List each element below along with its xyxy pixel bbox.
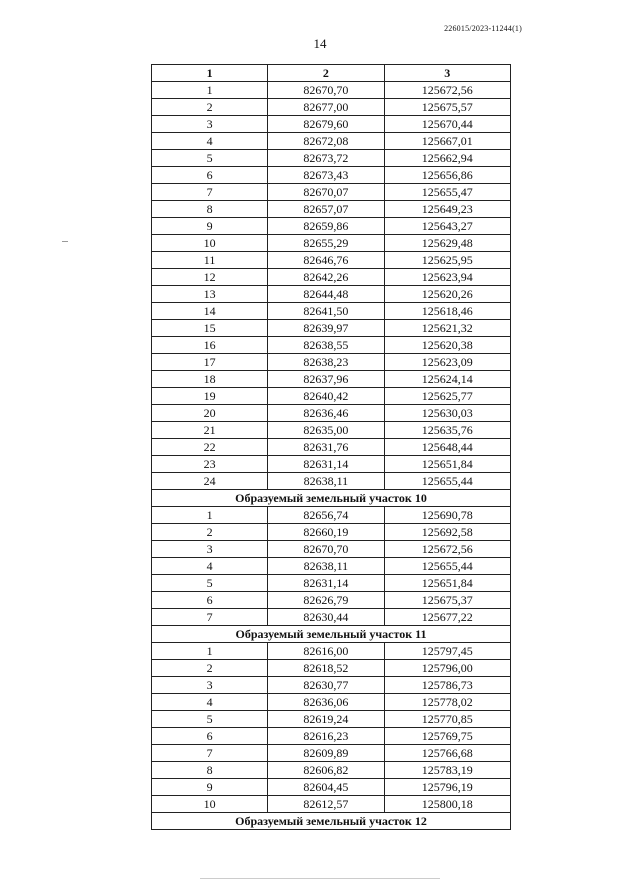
column-header: 1	[152, 65, 268, 82]
point-number: 10	[152, 235, 268, 252]
coord-x: 82646,76	[268, 252, 384, 269]
table-row	[152, 779, 511, 796]
point-number: 20	[152, 405, 268, 422]
coord-y: 125630,03	[384, 405, 510, 422]
column-header: 3	[384, 65, 510, 82]
coord-y: 125625,95	[384, 252, 510, 269]
point-number: 9	[152, 218, 268, 235]
table-row	[152, 456, 511, 473]
coord-y: 125651,84	[384, 575, 510, 592]
point-number: 18	[152, 371, 268, 388]
coord-y: 125672,56	[384, 541, 510, 558]
coord-y: 125677,22	[384, 609, 510, 626]
coord-y: 125656,86	[384, 167, 510, 184]
coord-x: 82670,07	[268, 184, 384, 201]
point-number: 1	[152, 507, 268, 524]
table-row	[152, 405, 511, 422]
coord-x: 82631,14	[268, 456, 384, 473]
table-row	[152, 694, 511, 711]
coord-x: 82616,23	[268, 728, 384, 745]
point-number: 14	[152, 303, 268, 320]
coord-y: 125655,47	[384, 184, 510, 201]
point-number: 15	[152, 320, 268, 337]
point-number: 1	[152, 643, 268, 660]
table-row	[152, 711, 511, 728]
table-row	[152, 320, 511, 337]
coord-y: 125623,09	[384, 354, 510, 371]
coord-x: 82642,26	[268, 269, 384, 286]
coord-x: 82656,74	[268, 507, 384, 524]
coord-y: 125675,57	[384, 99, 510, 116]
coord-x: 82631,76	[268, 439, 384, 456]
coord-y: 125692,58	[384, 524, 510, 541]
table-row	[152, 218, 511, 235]
coord-y: 125618,46	[384, 303, 510, 320]
table-row	[152, 388, 511, 405]
point-number: 8	[152, 201, 268, 218]
table-row	[152, 524, 511, 541]
point-number: 19	[152, 388, 268, 405]
point-number: 7	[152, 609, 268, 626]
table-row	[152, 422, 511, 439]
coord-y: 125796,00	[384, 660, 510, 677]
table-row	[152, 269, 511, 286]
coord-x: 82673,43	[268, 167, 384, 184]
coord-x: 82636,46	[268, 405, 384, 422]
coord-y: 125690,78	[384, 507, 510, 524]
point-number: 12	[152, 269, 268, 286]
table-body	[152, 82, 511, 830]
point-number: 11	[152, 252, 268, 269]
section-title-row	[152, 490, 511, 507]
coord-x: 82638,11	[268, 558, 384, 575]
footer-line	[200, 878, 440, 879]
table-row	[152, 745, 511, 762]
table-row	[152, 303, 511, 320]
point-number: 5	[152, 711, 268, 728]
table-row	[152, 592, 511, 609]
coord-y: 125651,84	[384, 456, 510, 473]
coord-y: 125624,14	[384, 371, 510, 388]
coord-x: 82679,60	[268, 116, 384, 133]
table-row	[152, 286, 511, 303]
table-row	[152, 796, 511, 813]
coord-y: 125620,26	[384, 286, 510, 303]
coord-y: 125766,68	[384, 745, 510, 762]
coord-y: 125620,38	[384, 337, 510, 354]
coord-y: 125783,19	[384, 762, 510, 779]
section-title: Образуемый земельный участок 11	[152, 626, 511, 643]
coord-x: 82660,19	[268, 524, 384, 541]
coord-x: 82635,00	[268, 422, 384, 439]
table-row	[152, 609, 511, 626]
point-number: 21	[152, 422, 268, 439]
table-row	[152, 507, 511, 524]
point-number: 7	[152, 745, 268, 762]
section-title: Образуемый земельный участок 10	[152, 490, 511, 507]
coord-x: 82616,00	[268, 643, 384, 660]
coord-x: 82612,57	[268, 796, 384, 813]
section-title-row	[152, 813, 511, 830]
table-header-row	[152, 65, 511, 82]
coord-y: 125769,75	[384, 728, 510, 745]
coord-x: 82609,89	[268, 745, 384, 762]
point-number: 7	[152, 184, 268, 201]
point-number: 22	[152, 439, 268, 456]
table-row	[152, 167, 511, 184]
coord-x: 82673,72	[268, 150, 384, 167]
table-row	[152, 558, 511, 575]
coord-x: 82631,14	[268, 575, 384, 592]
document-id: 226015/2023-11244(1)	[444, 24, 522, 33]
coord-x: 82630,44	[268, 609, 384, 626]
table-row	[152, 575, 511, 592]
point-number: 3	[152, 116, 268, 133]
coord-x: 82638,55	[268, 337, 384, 354]
coord-x: 82636,06	[268, 694, 384, 711]
coord-y: 125649,23	[384, 201, 510, 218]
point-number: 4	[152, 558, 268, 575]
coord-y: 125786,73	[384, 677, 510, 694]
point-number: 23	[152, 456, 268, 473]
coord-y: 125800,18	[384, 796, 510, 813]
point-number: 4	[152, 133, 268, 150]
coord-y: 125797,45	[384, 643, 510, 660]
coord-y: 125670,44	[384, 116, 510, 133]
table-row	[152, 762, 511, 779]
coord-y: 125672,56	[384, 82, 510, 99]
coord-y: 125655,44	[384, 558, 510, 575]
table-row	[152, 150, 511, 167]
point-number: 5	[152, 150, 268, 167]
coord-x: 82638,23	[268, 354, 384, 371]
point-number: 8	[152, 762, 268, 779]
column-header: 2	[268, 65, 384, 82]
coord-x: 82672,08	[268, 133, 384, 150]
point-number: 24	[152, 473, 268, 490]
coord-x: 82644,48	[268, 286, 384, 303]
coord-x: 82639,97	[268, 320, 384, 337]
coord-x: 82604,45	[268, 779, 384, 796]
coord-x: 82677,00	[268, 99, 384, 116]
point-number: 6	[152, 167, 268, 184]
coord-y: 125796,19	[384, 779, 510, 796]
coord-y: 125625,77	[384, 388, 510, 405]
table-row	[152, 541, 511, 558]
table-row	[152, 371, 511, 388]
coord-y: 125675,37	[384, 592, 510, 609]
coord-y: 125643,27	[384, 218, 510, 235]
coord-y: 125648,44	[384, 439, 510, 456]
coord-y: 125655,44	[384, 473, 510, 490]
coord-x: 82657,07	[268, 201, 384, 218]
table-row	[152, 99, 511, 116]
coord-y: 125635,76	[384, 422, 510, 439]
coord-x: 82655,29	[268, 235, 384, 252]
table-row	[152, 354, 511, 371]
coord-x: 82630,77	[268, 677, 384, 694]
table-row	[152, 337, 511, 354]
point-number: 1	[152, 82, 268, 99]
coord-x: 82659,86	[268, 218, 384, 235]
table-row	[152, 201, 511, 218]
table-row	[152, 184, 511, 201]
table-row	[152, 677, 511, 694]
point-number: 3	[152, 677, 268, 694]
table-row	[152, 252, 511, 269]
point-number: 2	[152, 99, 268, 116]
point-number: 10	[152, 796, 268, 813]
table-row	[152, 439, 511, 456]
coord-x: 82670,70	[268, 82, 384, 99]
table-row	[152, 116, 511, 133]
point-number: 6	[152, 592, 268, 609]
coord-y: 125770,85	[384, 711, 510, 728]
table-row	[152, 235, 511, 252]
point-number: 5	[152, 575, 268, 592]
point-number: 3	[152, 541, 268, 558]
coord-x: 82640,42	[268, 388, 384, 405]
coord-x: 82637,96	[268, 371, 384, 388]
point-number: 13	[152, 286, 268, 303]
section-title: Образуемый земельный участок 12	[152, 813, 511, 830]
point-number: 17	[152, 354, 268, 371]
point-number: 2	[152, 660, 268, 677]
coord-y: 125667,01	[384, 133, 510, 150]
table-row	[152, 728, 511, 745]
point-number: 2	[152, 524, 268, 541]
coord-y: 125621,32	[384, 320, 510, 337]
page-number: 14	[313, 36, 327, 51]
margin-mark	[62, 241, 68, 242]
table-row	[152, 82, 511, 99]
coord-x: 82618,52	[268, 660, 384, 677]
coord-x: 82638,11	[268, 473, 384, 490]
coord-x: 82619,24	[268, 711, 384, 728]
coord-y: 125623,94	[384, 269, 510, 286]
table-row	[152, 660, 511, 677]
coord-x: 82670,70	[268, 541, 384, 558]
coord-y: 125662,94	[384, 150, 510, 167]
table-row	[152, 473, 511, 490]
coord-x: 82606,82	[268, 762, 384, 779]
point-number: 4	[152, 694, 268, 711]
point-number: 6	[152, 728, 268, 745]
section-title-row	[152, 626, 511, 643]
coord-x: 82641,50	[268, 303, 384, 320]
point-number: 16	[152, 337, 268, 354]
point-number: 9	[152, 779, 268, 796]
coordinates-table	[151, 64, 511, 830]
coord-y: 125629,48	[384, 235, 510, 252]
table-row	[152, 133, 511, 150]
table-row	[152, 643, 511, 660]
coord-x: 82626,79	[268, 592, 384, 609]
coord-y: 125778,02	[384, 694, 510, 711]
